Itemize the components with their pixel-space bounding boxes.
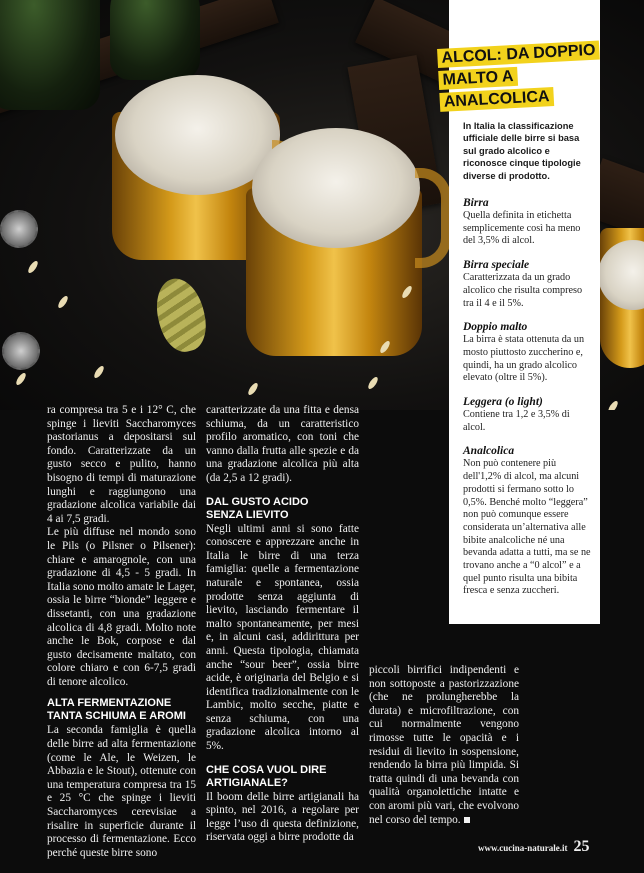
entry-term: Birra speciale	[463, 259, 530, 272]
barley-grain	[367, 376, 380, 391]
entry-term: Analcolica	[463, 445, 515, 458]
body-paragraph: La seconda famiglia è quella delle birre ad alta fermentazione (come le Ale, le Weizen, le Abbazia e le Stout), ottenute con una temperatura compresa tra 15 e 25 °C che spinge i lieviti Saccharomyces cerevisiae a risalire in superficie durante il processo di fermentazione. Ecco perché queste birre sono	[47, 724, 196, 859]
sidebar-box	[441, 0, 600, 624]
barley-grain	[27, 260, 40, 275]
sidebar-title	[437, 41, 615, 114]
entry-term: Doppio malto	[463, 321, 528, 334]
section-heading	[206, 764, 359, 790]
bottle-icon	[110, 0, 200, 80]
body-paragraph: Negli ultimi anni si sono fatte conoscere e apprezzare anche in Italia le birre di una terza famiglia: quelle a fermentazione naturale e spontanea, ossia prodotte senza aggiunta di lievito, lasciando fermentare il malto spontaneamente, per mesi e, in alcuni casi, addirittura per anni. Questa tipologia, chiamata anche “sour beer”, ossia birre acide, è originaria del Belgio e si identifica tradizionalmente con le Lambic, molto secche, piatte e senza schiuma, con una gradazione alcolica intorno al 5%.	[206, 522, 359, 753]
bottle-cap-icon	[0, 210, 38, 248]
sidebar-entry	[463, 320, 593, 385]
footer-url[interactable]: www.cucina-naturale.it	[478, 843, 568, 853]
sidebar-entry-list	[463, 196, 593, 608]
sidebar-entry	[463, 444, 593, 598]
sidebar-title-text: ALCOL: DA DOPPIO MALTO A ANALCOLICA	[437, 41, 600, 112]
article-column-2	[206, 404, 359, 845]
sidebar-entry	[463, 395, 593, 434]
body-text: piccoli birrifici indipendenti e non sottoposte a pastorizzazione (che ne prolungherebbe la durata) e microfiltrazione, con cui normalmente vengono rimosse tutte le opacità e i residui di lievito in sospensione, rendendo la birra più limpida. Si tratta quindi di una bevanda con qualità organolettiche intatte e con aromi più vari, che evolvono nel corso del tempo.	[369, 664, 519, 826]
glass-handle	[415, 168, 451, 268]
barley-grain	[607, 400, 620, 410]
entry-term: Birra	[463, 197, 489, 209]
barley-grain	[247, 382, 260, 397]
entry-text: Quella definita in etichetta semplicemente così ha meno del 3,5% di alcol.	[463, 210, 581, 247]
heading-line: CHE COSA VUOL DIRE	[206, 763, 327, 776]
hop-cone-icon	[150, 274, 213, 357]
end-of-article-mark	[464, 817, 470, 823]
bottle-icon	[0, 0, 100, 110]
entry-text: La birra è stata ottenuta da un mosto piuttosto zuccherino e, quindi, ha un grado alcolico elevato (oltre il 5%).	[463, 334, 585, 384]
heading-line: TANTA SCHIUMA E AROMI	[47, 710, 186, 723]
body-paragraph	[369, 664, 519, 827]
barley-grain	[93, 365, 106, 380]
entry-text: Caratterizzata da un grado alcolico che risulta compreso tra il 4 e il 5%.	[463, 272, 583, 309]
sidebar-entry	[463, 196, 593, 248]
entry-text: Contiene tra 1,2 e 3,5% di alcol.	[463, 409, 570, 433]
heading-line: ALTA FERMENTAZIONE	[47, 697, 172, 710]
section-heading	[47, 697, 196, 723]
page-footer	[478, 838, 590, 856]
entry-term: Leggera (o light)	[463, 396, 543, 409]
body-paragraph: ra compresa tra 5 e i 12° C, che spinge i lieviti Saccharomyces pastorianus a depositarsi sul fondo. Caratterizzate da un gusto secco e pulito, hanno bisogno di tempi di maturazione lunghi e raggiungono una gradazione alcolica variabile dai 4 ai 7,5 gradi.	[47, 404, 196, 525]
page-number: 25	[573, 838, 590, 855]
bottle-cap-icon	[2, 332, 40, 370]
sidebar-intro: In Italia la classificazione ufficiale delle birre si basa sul grado alcolico e riconosce cinque tipologie diverse di prodotto.	[463, 121, 581, 181]
entry-text: Non può contenere più dell'1,2% di alcol, ma alcuni prodotti si fermano sotto lo 0,5%. Benché molto “leggera” non può comunque essere considerata un’alternativa alle bibite analcoliche né una bevanda adatta a tutti, ma se ne trovano anche a “0 alcol” e a quel punto risulta una bibita fresca e senza zuccheri.	[463, 458, 591, 597]
article-column-1	[47, 404, 196, 860]
article-column-3	[369, 664, 519, 827]
heading-line: DAL GUSTO ACIDO	[206, 495, 309, 508]
heading-line: SENZA LIEVITO	[206, 508, 289, 521]
barley-grain	[15, 372, 28, 387]
section-heading	[206, 496, 359, 522]
sidebar-entry	[463, 258, 593, 310]
beer-foam	[252, 128, 420, 248]
body-paragraph: Le più diffuse nel mondo sono le Pils (o Pilsner o Pilsener): chiare e amarognole, con una gradazione di 4,5 - 5 gradi. In Italia sono molto amate le Lager, ossia le birre “bionde” leggere e dissetanti, con una gradazione alcolica di 4,8 gradi. Molto note anche le Bok, corpose e dal gusto decisamente maltato, con colore chiaro e con 6-7,5 gradi di tenore alcolico.	[47, 526, 196, 688]
body-paragraph: Il boom delle birre artigianali ha spinto, nel 2016, a regolare per legge l’uso di questa definizione, riservata oggi a birre prodotte da	[206, 790, 359, 844]
body-paragraph: caratterizzate da una fitta e densa schiuma, da un caratteristico profilo aromatico, con toni che vanno dalla frutta alle spezie e da una gradazione alcolica più alta (da 2,5 a 12 gradi).	[206, 404, 359, 484]
heading-line: ARTIGIANALE?	[206, 776, 288, 789]
barley-grain	[57, 295, 70, 310]
